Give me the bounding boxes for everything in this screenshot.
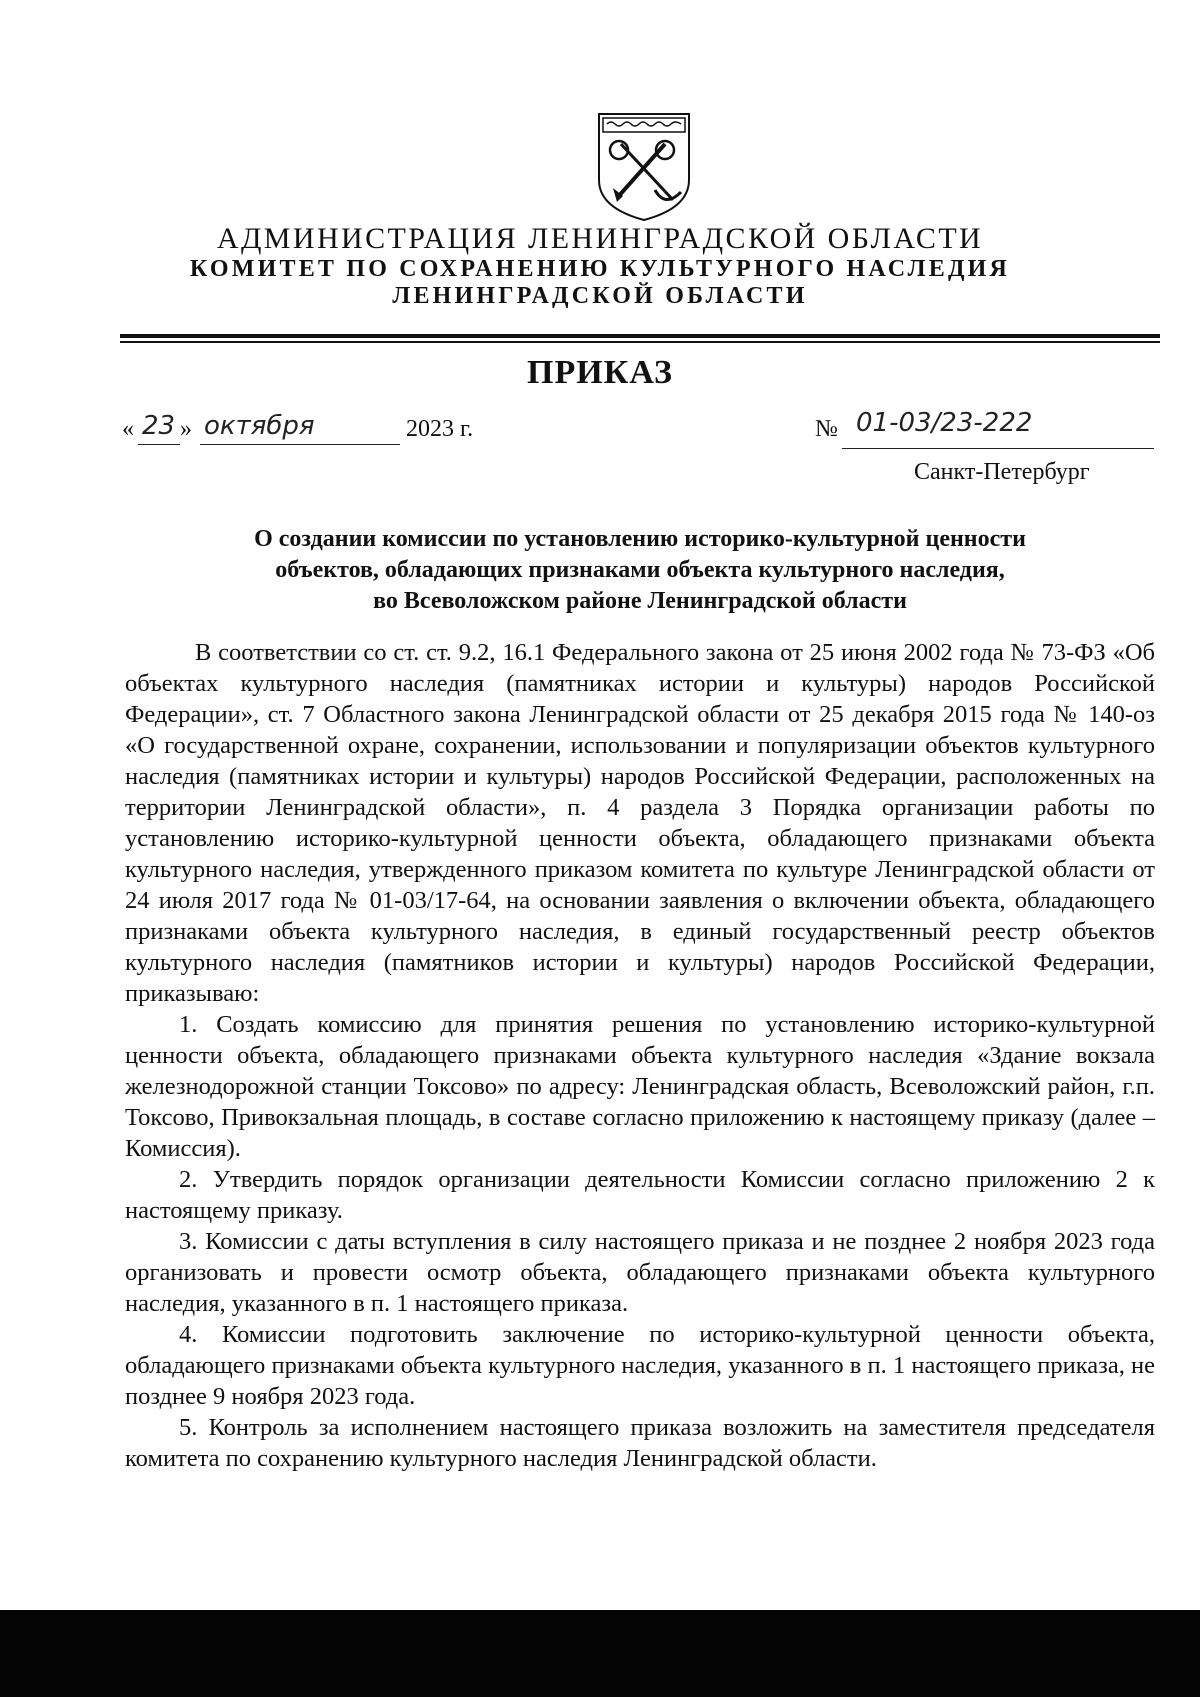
order-title-line: во Всеволожском районе Ленинградской области bbox=[373, 588, 907, 614]
date-close-quote: » bbox=[180, 416, 192, 442]
preamble-paragraph: В соответствии со ст. ст. 9.2, 16.1 Федерального закона от 25 июня 2002 года № 73-ФЗ «Об объектах культурного наследия (памятниках истории и культуры) народов Российской Федерации», ст. 7 Областного закона Ленинградской области от 25 декабря 2015 года № 140-оз «О государственной охране, сохранении, использовании и популяризации объектов культурного наследия (памятниках истории и культуры) народов Российской Федерации, расположенных на территории Ленинградской области», п. 4 раздела 3 Порядка организации работы по установлению историко-культурной ценности объекта, обладающего признаками объекта культурного наследия, утвержденного приказом комитета по культуре Ленинградской области от 24 июля 2017 года № 01-03/17-64, на основании заявления о включении объекта, обладающего признаками объекта культурного наследия, в единый государственный реестр объектов культурного наследия (памятников истории и культуры) народов Российской Федерации, приказываю: bbox=[125, 639, 1155, 1007]
date-open-quote: « bbox=[122, 416, 134, 442]
committee-heading: КОМИТЕТ ПО СОХРАНЕНИЮ КУЛЬТУРНОГО НАСЛЕДИЯ bbox=[189, 256, 1011, 282]
date-day-handwritten: 23 bbox=[142, 411, 176, 441]
order-item: 1. Создать комиссию для принятия решения по установлению историко-культурной ценности объекта, обладающего признаками объекта культурного наследия «Здание вокзала железнодорожной станции Токсово» по адресу: Ленинградская область, Всеволожский район, г.п. Токсово, Привокзальная площадь, в составе согласно приложению к настоящему приказу (далее – Комиссия). bbox=[125, 1011, 1155, 1162]
date-month-handwritten: октября bbox=[204, 411, 315, 441]
date-day-underline bbox=[138, 444, 180, 445]
coat-of-arms-icon bbox=[593, 110, 695, 222]
document-type-title: ПРИКАЗ bbox=[527, 354, 673, 391]
number-handwritten: 01-03/23-222 bbox=[856, 408, 1033, 438]
order-title bbox=[150, 524, 1130, 617]
region-heading: ЛЕНИНГРАДСКОЙ ОБЛАСТИ bbox=[392, 283, 808, 309]
administration-heading: АДМИНИСТРАЦИЯ ЛЕНИНГРАДСКОЙ ОБЛАСТИ bbox=[216, 222, 984, 255]
city-name: Санкт-Петербург bbox=[914, 459, 1090, 485]
order-item: 3. Комиссии с даты вступления в силу настоящего приказа и не позднее 2 ноября 2023 года организовать и провести осмотр объекта, обладающего признаками объекта культурного наследия, указанного в п. 1 настоящего приказа. bbox=[125, 1228, 1155, 1317]
header-divider-thin bbox=[120, 341, 1160, 343]
order-body bbox=[125, 637, 1155, 1474]
order-item: 2. Утвердить порядок организации деятельности Комиссии согласно приложению 2 к настоящему приказу. bbox=[125, 1166, 1155, 1224]
number-underline bbox=[842, 448, 1154, 449]
order-item: 5. Контроль за исполнением настоящего приказа возложить на заместителя председателя комитета по сохранению культурного наследия Ленинградской области. bbox=[125, 1414, 1155, 1472]
scan-border bbox=[0, 1610, 1200, 1697]
header-divider-thick bbox=[120, 334, 1160, 338]
date-month-underline bbox=[200, 444, 400, 445]
date-year: 2023 г. bbox=[406, 416, 474, 442]
order-title-line: объектов, обладающих признаками объекта культурного наследия, bbox=[275, 557, 1005, 583]
number-sign: № bbox=[815, 416, 838, 442]
order-title-line: О создании комиссии по установлению историко-культурной ценности bbox=[254, 526, 1026, 552]
order-item: 4. Комиссии подготовить заключение по историко-культурной ценности объекта, обладающего признаками объекта культурного наследия, указанного в п. 1 настоящего приказа, не позднее 9 ноября 2023 года. bbox=[125, 1321, 1155, 1410]
